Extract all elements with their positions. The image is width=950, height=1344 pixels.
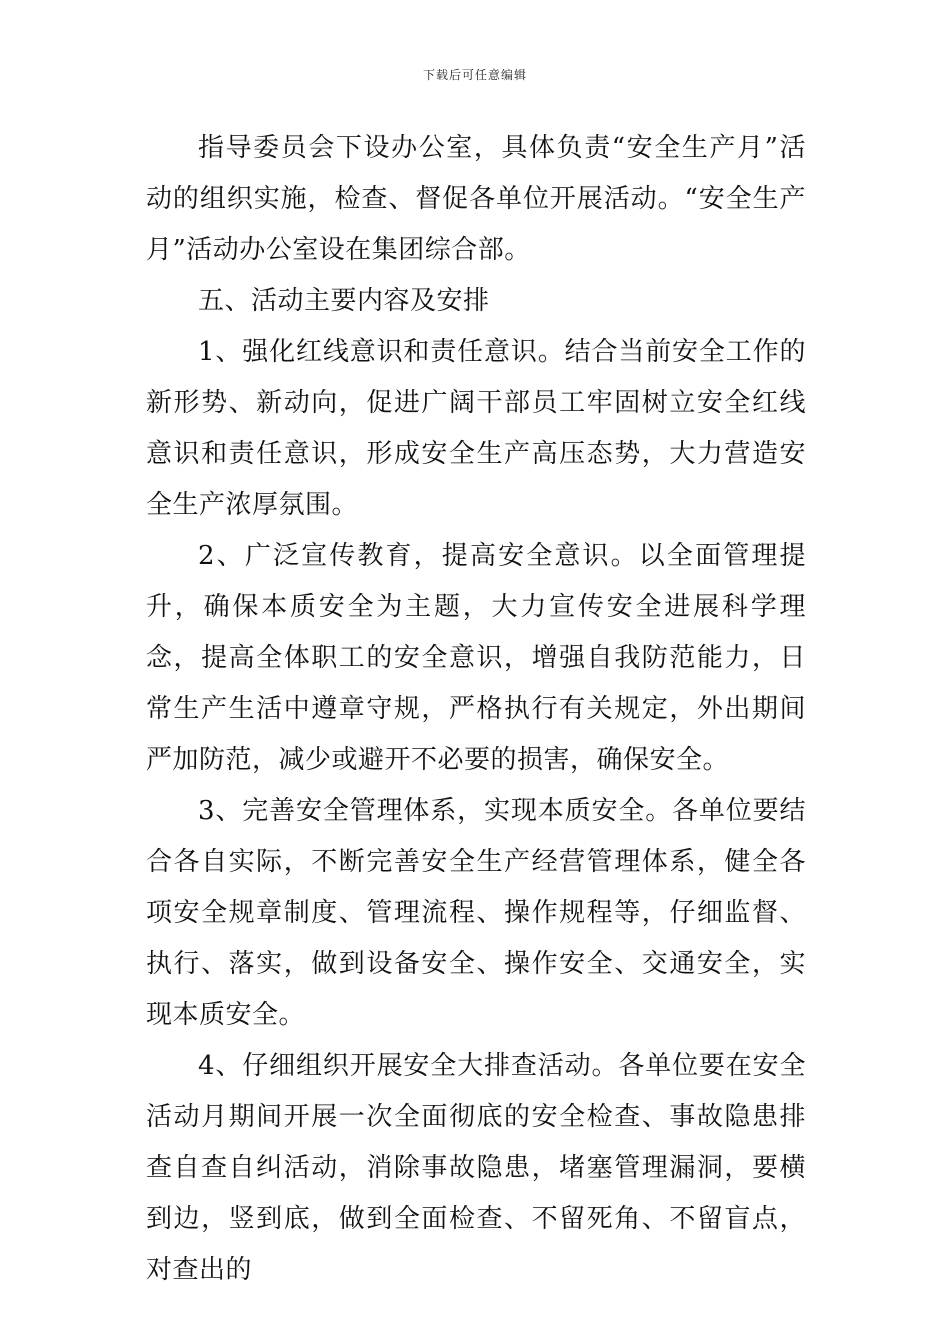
section-heading-activities: 五、活动主要内容及安排 [198,286,490,316]
document-body [146,123,806,1296]
paragraph-item-4: 4、仔细组织开展安全大排查活动。各单位要在安全活动月期间开展一次全面彻底的安全检查、事故隐患排查自查自纠活动，消除事故隐患，堵塞管理漏洞，要横到边，竖到底，做到全面检查、不留死角、不留盲点，对查出的 [146,1051,806,1285]
paragraph-item-3: 3、完善安全管理体系，实现本质安全。各单位要结合各自实际，不断完善安全生产经营管理体系，健全各项安全规章制度、管理流程、操作规程等，仔细监督、执行、落实，做到设备安全、操作安全、交通安全，实现本质安全。 [146,796,806,1030]
page-header: 下载后可任意编辑 [422,68,527,82]
paragraph-office-setup: 指导委员会下设办公室，具体负责“安全生产月”活动的组织实施，检查、督促各单位开展活动。“安全生产月”活动办公室设在集团综合部。 [146,133,806,265]
paragraph-item-1: 1、强化红线意识和责任意识。结合当前安全工作的新形势、新动向，促进广阔干部员工牢固树立安全红线意识和责任意识，形成安全生产高压态势，大力营造安全生产浓厚氛围。 [146,337,806,520]
paragraph-item-2: 2、广泛宣传教育，提高安全意识。以全面管理提升，确保本质安全为主题，大力宣传安全进展科学理念，提高全体职工的安全意识，增强自我防范能力，日常生产生活中遵章守规，严格执行有关规定，外出期间严加防范，减少或避开不必要的损害，确保安全。 [146,541,806,775]
